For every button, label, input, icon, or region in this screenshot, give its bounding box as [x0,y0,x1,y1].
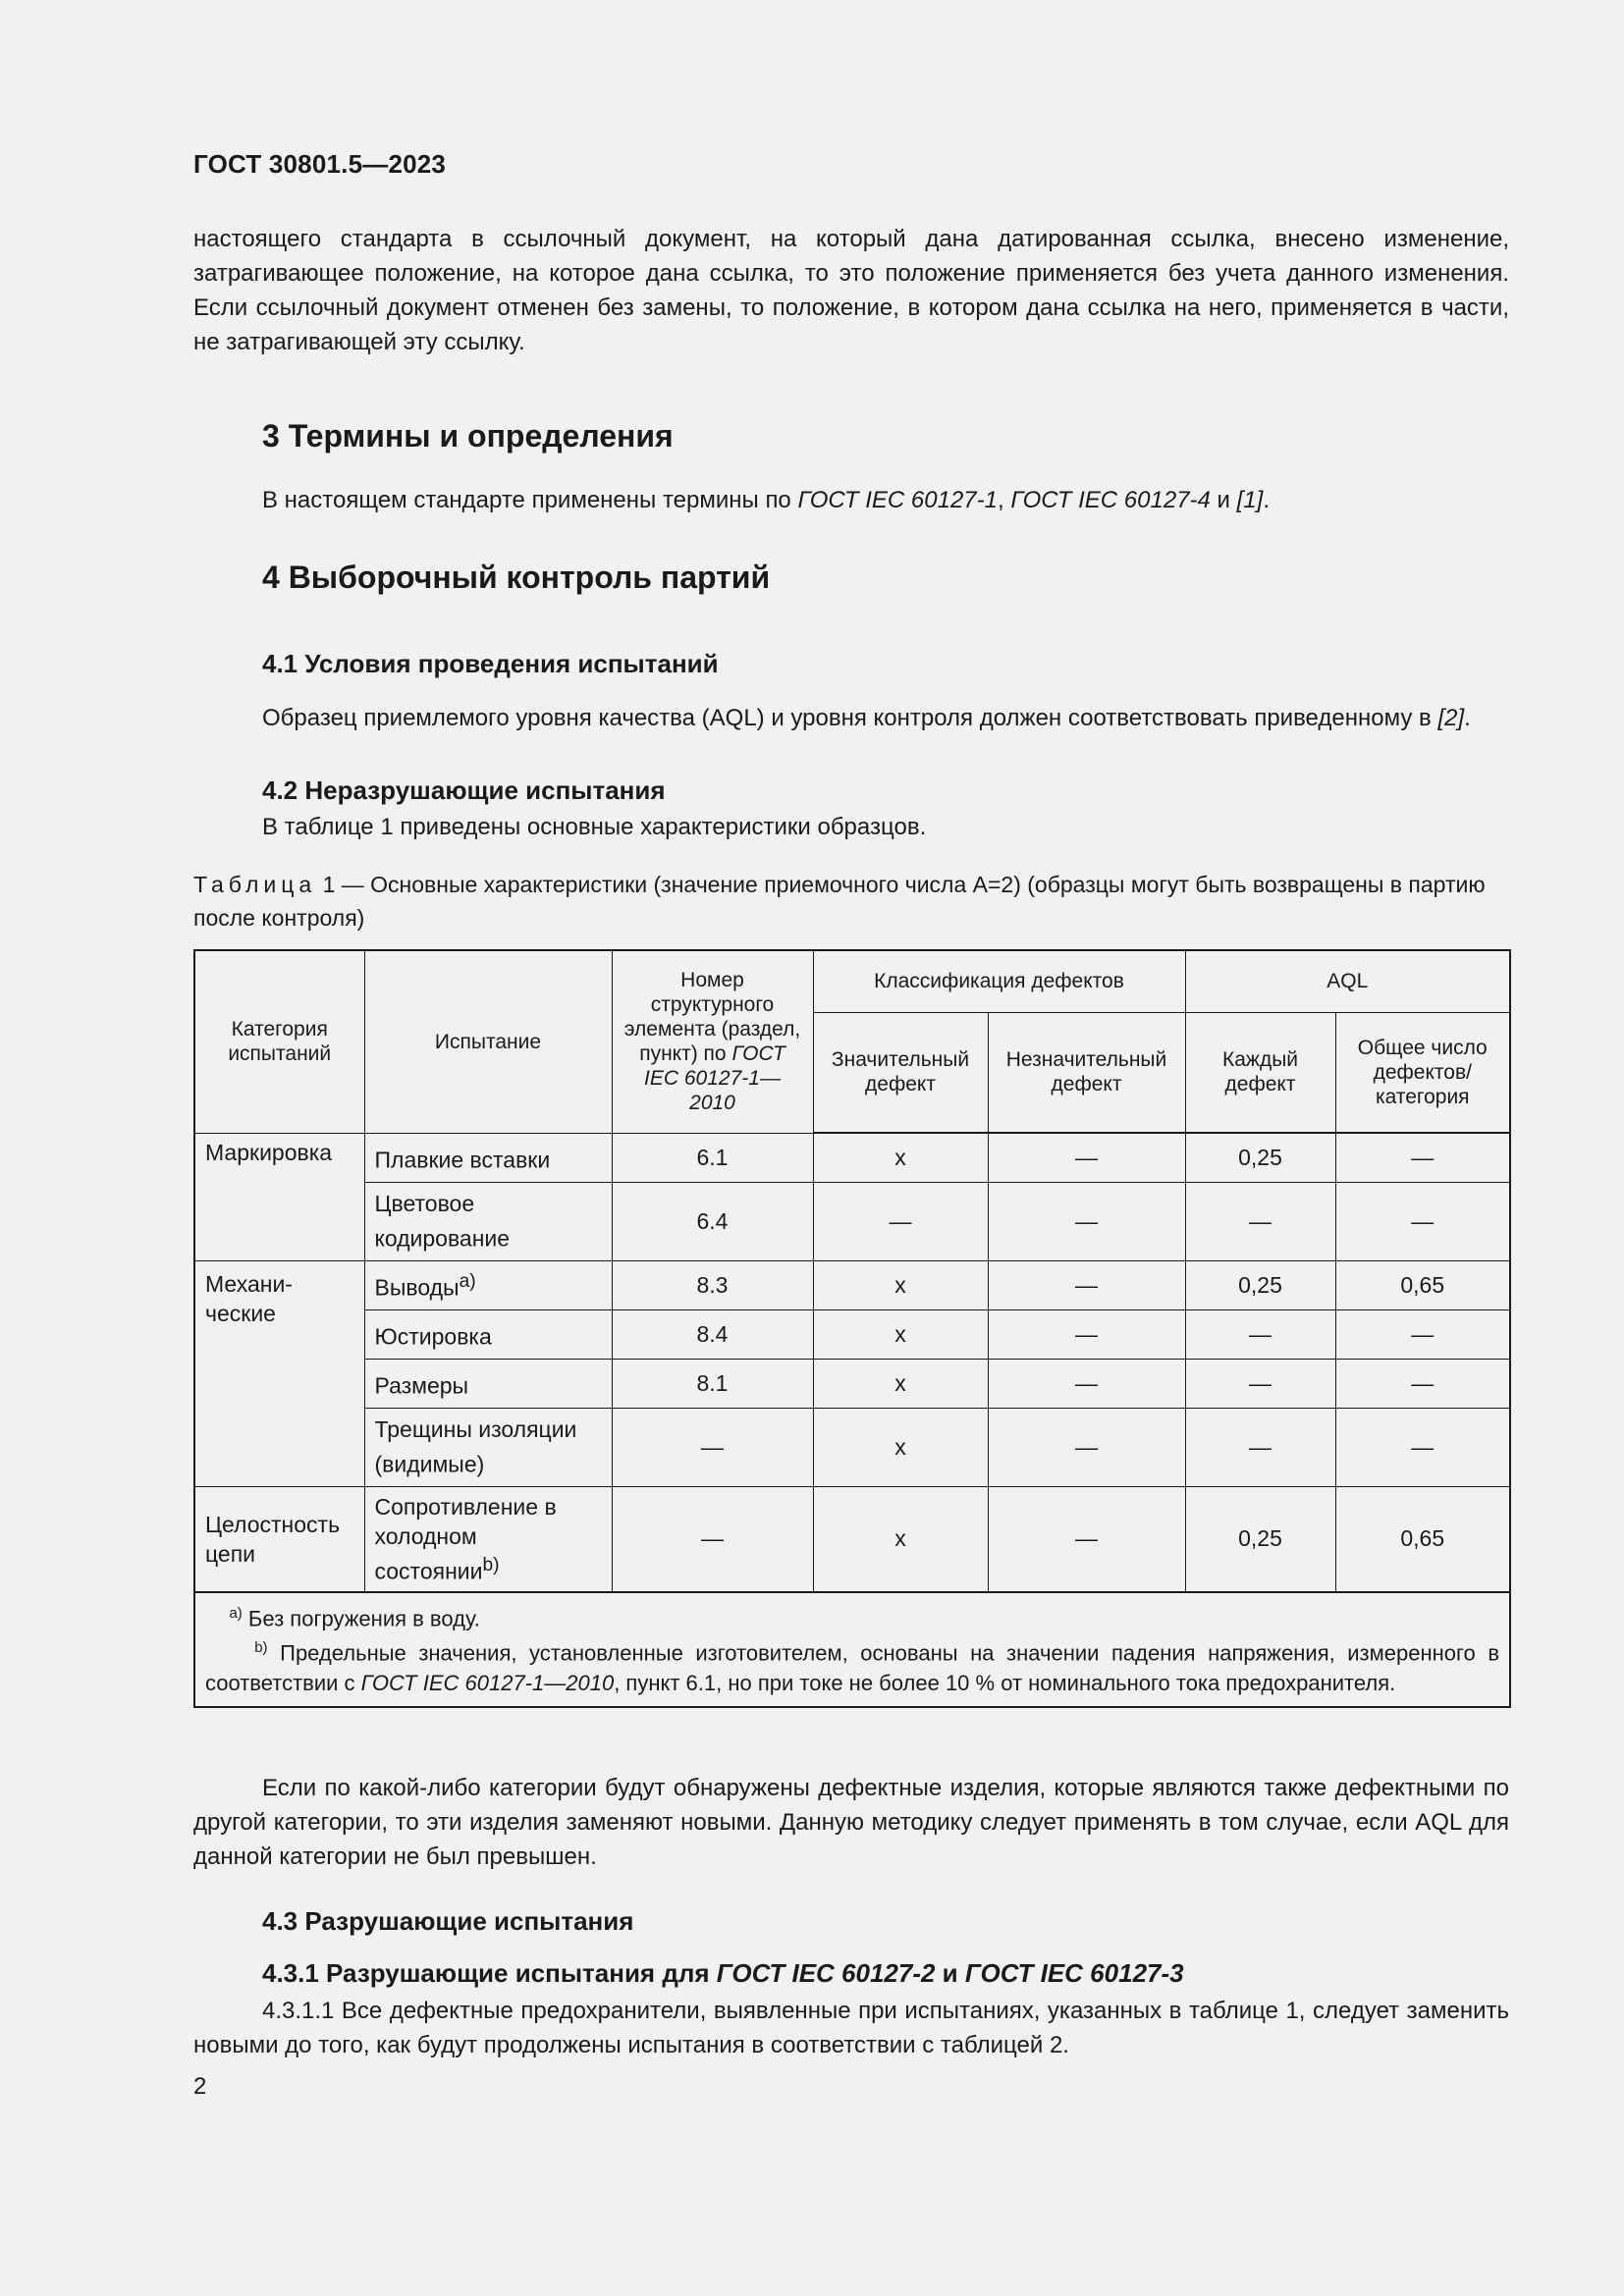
section-4-2-heading: 4.2 Неразрушающие испытания [262,775,666,805]
significant-cell: x [813,1408,988,1486]
category-cell: Механи-ческие [194,1260,364,1486]
minor-cell: — [988,1182,1185,1260]
minor-cell: — [988,1408,1185,1486]
table-1 [193,949,1511,1708]
total-cell: — [1335,1359,1510,1408]
header-aql: AQL [1185,950,1510,1012]
significant-cell: x [813,1309,988,1359]
each-cell: — [1185,1408,1335,1486]
each-cell: — [1185,1309,1335,1359]
minor-cell: — [988,1486,1185,1592]
test-cell: Цветовое кодирование [364,1182,612,1260]
header-category: Категория испытаний [194,950,364,1133]
intro-paragraph: настоящего стандарта в ссылочный документ, на который дана датированная ссылка, внесено изменение, затрагивающее положение, на которое дана ссылка, то это положение применяется без учета данного изменения. Если ссылочный документ отменен без замены, то положение, в котором дана ссылка на него, применяется в части, не затрагивающей эту ссылку. [193,226,1509,355]
section-4-2-text: В таблице 1 приведены основные характеристики образцов. [262,814,927,840]
section-4-3-1-1-text: 4.3.1.1 Все дефектные предохранители, выявленные при испытаниях, указанных в таблице 1, следует заменить новыми до того, как будут продолжены испытания в соответствии с таблицей 2. [193,1998,1509,2058]
each-cell: — [1185,1182,1335,1260]
total-cell: 0,65 [1335,1260,1510,1309]
element-cell: — [612,1486,813,1592]
header-significant: Значительный дефект [813,1012,988,1133]
header-test: Испытание [364,950,612,1133]
significant-cell: x [813,1133,988,1182]
table-row [194,1408,1510,1486]
header-total: Общее число дефектов/ категория [1335,1012,1510,1133]
total-cell: — [1335,1182,1510,1260]
element-cell: 6.4 [612,1182,813,1260]
minor-cell: — [988,1359,1185,1408]
section-3-text: В настоящем стандарте применены термины по ГОСТ IEC 60127-1, ГОСТ IEC 60127-4 и [1]. [262,487,1270,513]
page-number: 2 [193,2073,207,2100]
test-cell: Размеры [364,1359,612,1408]
document-code-header: ГОСТ 30801.5—2023 [193,149,447,179]
table-row [194,1486,1510,1592]
element-cell: 8.4 [612,1309,813,1359]
element-cell: 6.1 [612,1133,813,1182]
test-cell: Юстировка [364,1309,612,1359]
section-4-heading: 4 Выборочный контроль партий [262,560,771,595]
table-1-caption: Таблица 1 — Основные характеристики (значение приемочного числа А=2) (образцы могут быть возвращены в партию после контроля) [193,872,1486,931]
each-cell: 0,25 [1185,1260,1335,1309]
section-4-3-1-heading: 4.3.1 Разрушающие испытания для ГОСТ IEC 60127-2 и ГОСТ IEC 60127-3 [262,1958,1184,1988]
significant-cell: — [813,1182,988,1260]
section-4-1-text: Образец приемлемого уровня качества (AQL) и уровня контроля должен соответствовать приведенному в [2]. [262,705,1471,731]
table-row [194,1309,1510,1359]
total-cell: — [1335,1408,1510,1486]
element-cell: 8.3 [612,1260,813,1309]
section-4-1-heading: 4.1 Условия проведения испытаний [262,649,719,678]
ref-gost-60127-4: ГОСТ IEC 60127-4 [1010,487,1211,513]
ref-bibliography-1: [1] [1236,487,1264,513]
element-cell: — [612,1408,813,1486]
total-cell: — [1335,1309,1510,1359]
after-table-paragraph: Если по какой-либо категории будут обнаружены дефектные изделия, которые являются также дефектными по другой категории, то эти изделия заменяют новыми. Данную методику следует применять в том случае, если AQL для данной категории не был превышен. [193,1775,1509,1870]
test-cell: Выводы$^{a)}$ [364,1260,612,1309]
each-cell: — [1185,1359,1335,1408]
header-each: Каждый дефект [1185,1012,1335,1133]
table-footnotes [194,1592,1510,1707]
table-row [194,1133,1510,1182]
ref-bibliography-2: [2] [1437,705,1465,731]
header-minor: Незначительный дефект [988,1012,1185,1133]
minor-cell: — [988,1133,1185,1182]
table-row [194,1260,1510,1309]
significant-cell: x [813,1486,988,1592]
category-cell: Маркировка [194,1133,364,1260]
total-cell: — [1335,1133,1510,1182]
section-4-3-heading: 4.3 Разрушающие испытания [262,1906,634,1936]
total-cell: 0,65 [1335,1486,1510,1592]
category-cell: Целостность цепи [194,1486,364,1592]
test-cell: Сопротивление в холодном состоянии$^{b)}$ [364,1486,612,1592]
test-cell: Трещины изоляции (видимые) [364,1408,612,1486]
table-row [194,1359,1510,1408]
each-cell: 0,25 [1185,1486,1335,1592]
ref-gost-60127-1: ГОСТ IEC 60127-1 [797,487,998,513]
minor-cell: — [988,1260,1185,1309]
test-cell: Плавкие вставки [364,1133,612,1182]
footnote-a: $^{a)}$ Без погружения в воду. [229,1605,480,1631]
header-element: Номер структурного элемента (раздел, пункт) по ГОСТ IEC 60127-1—2010 [612,950,813,1133]
table-row [194,1182,1510,1260]
element-cell: 8.1 [612,1359,813,1408]
header-classification: Классификация дефектов [813,950,1185,1012]
significant-cell: x [813,1260,988,1309]
significant-cell: x [813,1359,988,1408]
footnote-b: $^{b)}$ Предельные значения, установленные изготовителем, основаны на значении падения напряжения, измеренного в соответствии с ГОСТ IEC 60127-1—2010, пункт 6.1, но при токе не более 10 % от номинального тока предохранителя. [205,1639,1500,1695]
section-3-heading: 3 Термины и определения [262,418,674,454]
each-cell: 0,25 [1185,1133,1335,1182]
minor-cell: — [988,1309,1185,1359]
